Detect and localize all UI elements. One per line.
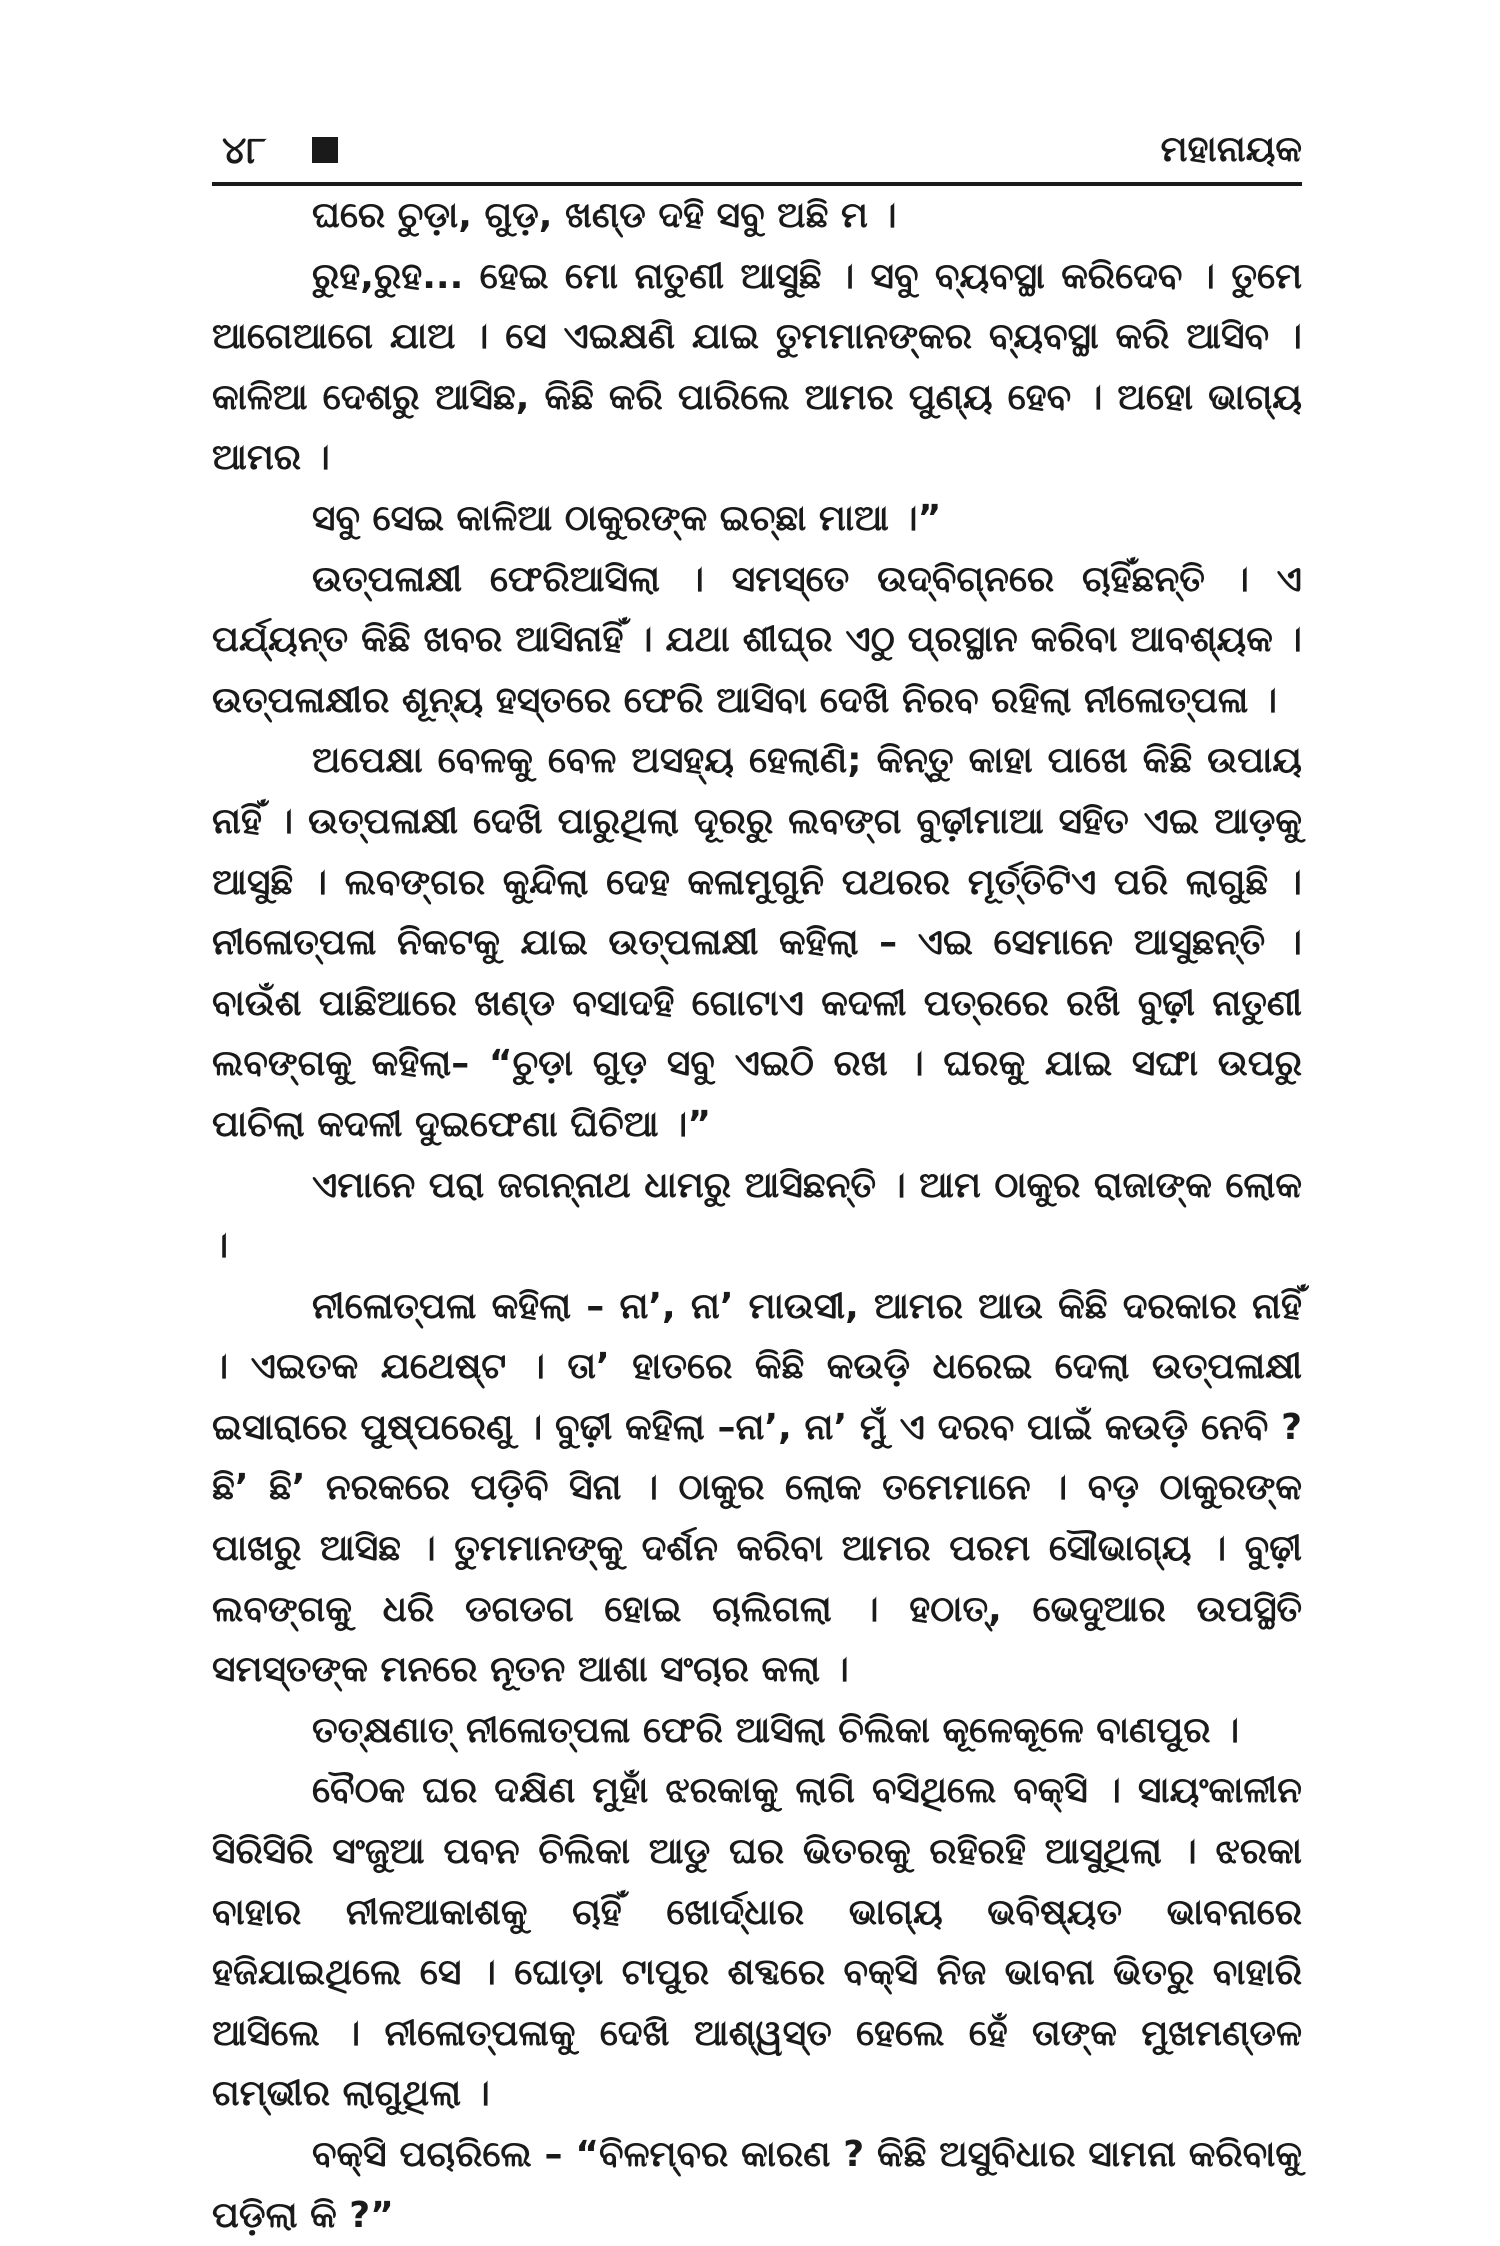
page-header	[212, 125, 1302, 175]
paragraph: ବୈଠକ ଘର ଦକ୍ଷିଣ ମୁହାଁ ଝରକାକୁ ଲାଗି ବସିଥିଲେ ବକ୍ସି । ସାୟଂକାଳୀନ ସିରିସିରି ସଂଜୁଆ ପବନ ଚିଲିକା ଆଡୁ ଘର ଭିତରକୁ ରହିରହି ଆସୁଥିଲା । ଝରକା ବାହାର ନୀଳଆକାଶକୁ ଚାହିଁ ଖୋର୍ଦ୍ଧାର ଭାଗ୍ୟ ଭବିଷ୍ୟତ ଭାବନାରେ ହଜିଯାଇଥିଲେ ସେ । ଘୋଡ଼ା ଟାପୁର ଶବ୍ଦରେ ବକ୍ସି ନିଜ ଭାବନା ଭିତରୁ ବାହାରି ଆସିଲେ । ନୀଳୋତ୍ପଳାକୁ ଦେଖି ଆଶ୍ୱସ୍ତ ହେଲେ ହେଁ ତାଙ୍କ ମୁଖମଣ୍ଡଳ ଗମ୍ଭୀର ଲାଗୁଥିଲା ।	[212, 1770, 1302, 2115]
paragraph: ଘରେ ଚୁଡ଼ା, ଗୁଡ଼, ଖଣ୍ଡ ଦହି ସବୁ ଅଛି ମ ।	[312, 195, 897, 236]
paragraph: ସବୁ ସେଇ କାଳିଆ ଠାକୁରଙ୍କ ଇଚ୍ଛା ମାଆ ।”	[312, 497, 942, 539]
header-square-mark	[312, 137, 338, 163]
book-title: ମହାନାୟକ	[1160, 129, 1302, 170]
paragraph: ଉତ୍ପଳାକ୍ଷୀ ଫେରିଆସିଲା । ସମସ୍ତେ ଉଦ୍‌ବିଗ୍ନରେ ଚାହିଁଛନ୍ତି । ଏ ପର୍ଯ୍ୟନ୍ତ କିଛି ଖବର ଆସିନାହିଁ । ଯଥା ଶୀଘ୍ର ଏଠୁ ପ୍ରସ୍ଥାନ କରିବା ଆବଶ୍ୟକ । ଉତ୍ପଳାକ୍ଷୀର ଶୂନ୍ୟ ହସ୍ତରେ ଫେରି ଆସିବା ଦେଖି ନିରବ ରହିଲା ନୀଳୋତ୍ପଳା ।	[212, 558, 1302, 721]
paragraph: ରୁହ,ରୁହ... ହେଇ ମୋ ନାତୁଣୀ ଆସୁଛି । ସବୁ ବ୍ୟବସ୍ଥା କରିଦେବ । ତୁମେ ଆଗେଆଗେ ଯାଅ । ସେ ଏଇକ୍ଷଣି ଯାଇ ତୁମମାନଙ୍କର ବ୍ୟବସ୍ଥା କରି ଆସିବ । କାଳିଆ ଦେଶରୁ ଆସିଛ, କିଛି କରି ପାରିଲେ ଆମର ପୁଣ୍ୟ ହେବ । ଅହୋ ଭାଗ୍ୟ ଆମର ।	[212, 255, 1302, 479]
paragraph: ଏମାନେ ପରା ଜଗନ୍ନାଥ ଧାମରୁ ଆସିଛନ୍ତି । ଆମ ଠାକୁର ରାଜାଙ୍କ ଲୋକ ।	[212, 1164, 1302, 1267]
body-text	[212, 186, 1302, 2246]
paragraph: ନୀଳୋତ୍ପଳା କହିଲା – ନା’, ନା’ ମାଉସୀ, ଆମର ଆଉ କିଛି ଦରକାର ନାହିଁ । ଏଇତକ ଯଥେଷ୍ଟ । ତା’ ହାତରେ କିଛି କଉଡ଼ି ଧରେଇ ଦେଲା ଉତ୍ପଳାକ୍ଷୀ ଇସାରାରେ ପୁଷ୍ପରେଣୁ । ବୁଢ଼ୀ କହିଲା –ନା’, ନା’ ମୁଁ ଏ ଦରବ ପାଇଁ କଉଡ଼ି ନେବି ? ଛି’ ଛି’ ନରକରେ ପଡ଼ିବି ସିନା । ଠାକୁର ଲୋକ ତମେମାନେ । ବଡ଼ ଠାକୁରଙ୍କ ପାଖରୁ ଆସିଛ । ତୁମମାନଙ୍କୁ ଦର୍ଶନ କରିବା ଆମର ପରମ ସୌଭାଗ୍ୟ । ବୁଢ଼ୀ ଲବଙ୍ଗକୁ ଧରି ଡଗଡଗ ହୋଇ ଚାଲିଗଲା । ହଠାତ୍, ଭେଦୁଆର ଉପସ୍ଥିତି ସମସ୍ତଙ୍କ ମନରେ ନୂତନ ଆଶା ସଂଚାର କଲା ।	[212, 1285, 1302, 1691]
paragraph: ତତ୍‌କ୍ଷଣାତ୍ ନୀଳୋତ୍ପଳା ଫେରି ଆସିଲା ଚିଲିକା କୂଳେକୂଳେ ବାଣପୁର ।	[312, 1709, 1240, 1751]
paragraph: ବକ୍ସି ପଚାରିଲେ – “ବିଳମ୍ବର କାରଣ ? କିଛି ଅସୁବିଧାର ସାମନା କରିବାକୁ ପଡ଼ିଲା କି ?”	[212, 2134, 1302, 2236]
page-number: ୪୮	[222, 128, 267, 172]
paragraph: ଅପେକ୍ଷା ବେଳକୁ ବେଳ ଅସହ୍ୟ ହେଲାଣି; କିନ୍ତୁ କାହା ପାଖେ କିଛି ଉପାୟ ନାହିଁ । ଉତ୍ପଳାକ୍ଷୀ ଦେଖି ପାରୁଥିଲା ଦୂରରୁ ଲବଙ୍ଗ ବୁଢ଼ୀମାଆ ସହିତ ଏଇ ଆଡ଼କୁ ଆସୁଛି । ଲବଙ୍ଗର କୁନ୍ଦିଲା ଦେହ କଳାମୁଗୁନି ପଥରର ମୂର୍ତ୍ତିଟିଏ ପରି ଲାଗୁଛି । ନୀଳୋତ୍ପଳା ନିକଟକୁ ଯାଇ ଉତ୍ପଳାକ୍ଷୀ କହିଲା – ଏଇ ସେମାନେ ଆସୁଛନ୍ତି । ବାଉଁଶ ପାଛିଆରେ ଖଣ୍ଡ ବସାଦହି ଗୋଟାଏ କଦଳୀ ପତ୍ରରେ ରଖି ବୁଢ଼ୀ ନାତୁଣୀ ଲବଙ୍ଗକୁ କହିଲା– “ଚୁଡ଼ା ଗୁଡ଼ ସବୁ ଏଇଠି ରଖ । ଘରକୁ ଯାଇ ସଙ୍ଘା ଉପରୁ ପାଚିଲା କଦଳୀ ଦୁଇଫେଣା ଘିଚିଆ ।”	[212, 740, 1302, 1145]
